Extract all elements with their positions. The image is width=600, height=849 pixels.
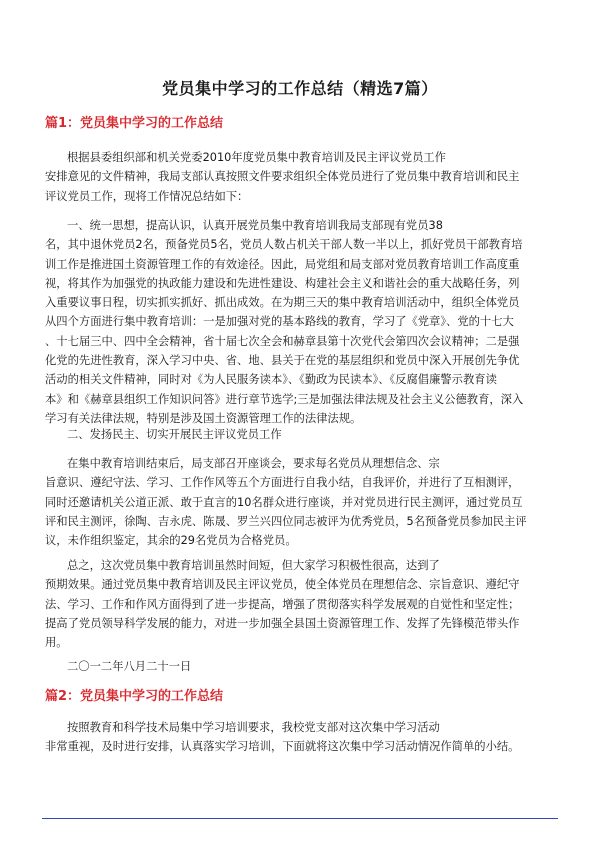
section2-intro-paragraph [45, 718, 560, 757]
text-line: 同时还邀请机关公道正派、敢于直言的10名群众进行座谈，并对党员进行民主测评，通过党员互 [45, 495, 523, 509]
document-title: 党员集中学习的工作总结（精选7篇） [162, 79, 438, 98]
section1-part2-heading [45, 425, 560, 444]
text-line: 入重要议事日程，切实抓实抓好、抓出成效。在为期三天的集中教育培训活动中，组织全体党员 [45, 296, 520, 310]
text-line: 本》和《赫章县组织工作知识问答》进行章节选学;三是加强法律法规及社会主义公德教育，深入 [45, 392, 524, 406]
text-line: 根据县委组织部和机关党委2010年度党员集中教育培训及民主评议党员工作 [67, 151, 446, 164]
section1-date [45, 657, 560, 676]
text-line: 在集中教育培训结束后，局支部召开座谈会，要求每名党员从理想信念、宗 [67, 457, 440, 470]
section1-intro-paragraph [45, 148, 560, 206]
text-line: 非常重视，及时进行安排，认真落实学习培训，下面就将这次集中学习活动情况作简单的小结。 [45, 740, 520, 754]
text-line: 总之，这次党员集中教育培训虽然时间短，但大家学习积极性很高，达到了 [67, 559, 440, 572]
text-line: 议，未作组织鉴定，其余的29名党员为合格党员。 [45, 534, 297, 548]
text-line: 视，将其作为加强党的执政能力建设和先进性建设、构建社会主义和谐社会的重大战略任务，列 [45, 276, 520, 290]
text-line: 用。 [45, 636, 68, 650]
section1-summary-paragraph [45, 556, 560, 652]
section2-heading: 篇2：党员集中学习的工作总结 [45, 689, 224, 704]
page-bottom-rule [42, 818, 558, 819]
text-line: 名，其中退休党员2名，预备党员5名，党员人数占机关干部人数一半以上，抓好党员干部教育培 [45, 238, 523, 252]
text-line: 提高了党员领导科学发展的能力，对进一步加强全县国土资源管理工作、发挥了先锋模范带头作 [45, 616, 520, 630]
text-line: 预期效果。通过党员集中教育培训及民主评议党员，使全体党员在理想信念、宗旨意识、遵纪守 [45, 578, 520, 592]
text-line: 一、统一思想，提高认识，认真开展党员集中教育培训我局支部现有党员38 [67, 219, 443, 232]
text-line: 旨意识、遵纪守法、学习、工作作风等五个方面进行自我小结，自我评价，并进行了互相测评， [45, 476, 520, 490]
section1-part1-paragraph [45, 216, 560, 428]
text-line: 评和民主测评，徐陶、吉永虎、陈晟、罗兰兴四位同志被评为优秀党员，5名预备党员参加民主评 [45, 514, 527, 528]
text-line: 从四个方面进行集中教育培训：一是加强对党的基本路线的教育，学习了《党章》、党的十七大 [45, 315, 514, 329]
text-line: 训工作是推进国土资源管理工作的有效途径。因此，局党组和局支部对党员教育培训工作高度重 [45, 257, 520, 271]
text-line: 安排意见的文件精神，我局支部认真按照文件要求组织全体党员进行了党员集中教育培训和民主 [45, 170, 520, 184]
text-line: 二〇一二年八月二十一日 [67, 660, 192, 673]
text-line: 二、发扬民主、切实开展民主评议党员工作 [67, 428, 282, 441]
text-line: 化党的先进性教育，深入学习中央、省、地、县关于在党的基层组织和党员中深入开展创先争优 [45, 354, 520, 368]
text-line: 活动的相关文件精神，同时对《为人民服务读本》、《勤政为民读本》、《反腐倡廉警示教育读 [45, 373, 497, 387]
text-line: 评议党员工作，现将工作情况总结如下： [45, 189, 249, 203]
text-line: 法、学习、工作和作风方面得到了进一步提高，增强了贯彻落实科学发展观的自觉性和坚定性； [45, 597, 520, 611]
text-line: 按照教育和科学技术局集中学习培训要求，我校党支部对这次集中学习活动 [67, 721, 440, 734]
section1-heading: 篇1：党员集中学习的工作总结 [45, 116, 224, 131]
section1-part2-paragraph [45, 454, 560, 550]
text-line: 学习有关法律法规，特别是涉及国土资源管理工作的法律法规。 [45, 411, 362, 425]
text-line: 、十七届三中、四中全会精神，省十届七次全会和赫章县第十次党代会第四次会议精神；二是强 [45, 334, 520, 348]
